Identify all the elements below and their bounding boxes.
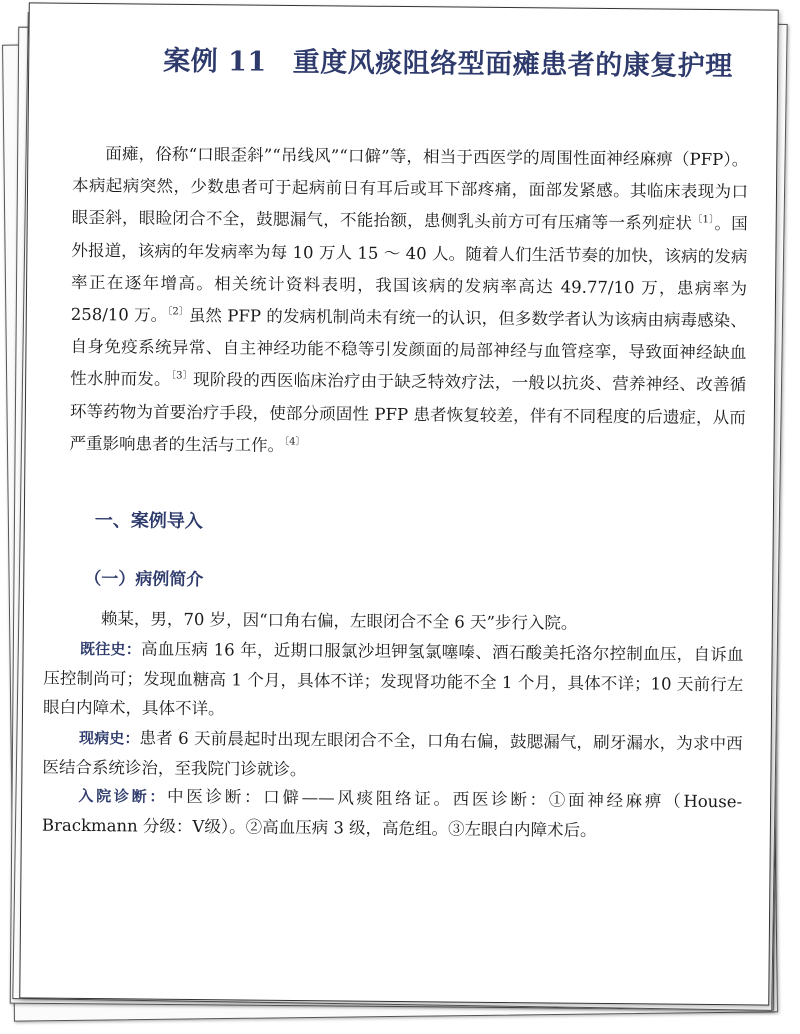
case-number: 案例 11 bbox=[163, 45, 267, 78]
diagnosis-paragraph bbox=[42, 781, 743, 847]
citation-ref: 〔1〕 bbox=[692, 214, 715, 226]
diagnosis-text: 中医诊断：口僻——风痰阻络证。西医诊断：①面神经麻痹（House-Brackmann 分级：Ⅴ级）。②高血压病 3 级，高危组。③左眼白内障术后。 bbox=[41, 786, 743, 840]
intro-text: 虽然 PFP 的发病机制尚未有统一的认识，但多数学者认为该病由病毒感染、自身免疫系统异常、自主神经功能不稳等引发颜面的局部神经与血管痉挛，导致面神经缺血性水肿而发。 bbox=[70, 305, 747, 390]
section-heading: 一、案例导入 bbox=[94, 510, 203, 533]
present-history-text: 患者 6 天前晨起时出现左眼闭合不全，口角右偏，鼓腮漏气，刷牙漏水，为求中西医结合系统诊治，至我院门诊就诊。 bbox=[42, 728, 743, 780]
diagnosis-label: 入院诊断： bbox=[78, 786, 168, 806]
case-title: 重度风痰阻络型面瘫患者的康复护理 bbox=[292, 46, 733, 83]
past-history-label: 既往史： bbox=[79, 639, 142, 659]
subsection-heading: （一）病例简介 bbox=[84, 568, 204, 591]
page-title bbox=[163, 39, 733, 83]
intro-paragraph bbox=[69, 138, 748, 467]
intro-text: 面瘫，俗称“口眼歪斜”“吊线风”“口僻”等，相当于西医学的周围性面神经麻痹（PFP）。本病起病突然，少数患者可于起病前日有耳后或耳下部疼痛，面部发紧感。其临床表现为口眼歪斜，眼睑闭合不全，鼓腮漏气，不能抬额，患侧乳头前方可有压痛等一系列症状 bbox=[71, 144, 749, 234]
patient-summary: 赖某，男，70 岁，因“口角右偏，左眼闭合不全 6 天”步行入院。 bbox=[100, 609, 578, 633]
past-history-text: 高血压病 16 年，近期口服氯沙坦钾氢氯噻嗪、酒石酸美托洛尔控制血压，自诉血压控制尚可；发现血糖高 1 个月，具体不详；发现肾功能不全 1 个月，具体不详；10 天前行左眼白内障术，具体不详。 bbox=[42, 639, 744, 719]
past-history-paragraph bbox=[43, 634, 744, 729]
citation-ref: 〔4〕 bbox=[284, 436, 306, 448]
book-page bbox=[19, 2, 779, 1005]
present-history-paragraph bbox=[42, 723, 743, 789]
citation-ref: 〔3〕 bbox=[170, 370, 194, 382]
page-content bbox=[20, 3, 778, 1004]
citation-ref: 〔2〕 bbox=[167, 306, 189, 318]
intro-text: 。国外报道，该病的年发病率为每 10 万人 15 ～ 40 人。随着人们生活节奏的加快，该病的发病率正在逐年增高。相关统计资料表明，我国该病的发病率高达 49.77/10 万，患病率为 258/10 万。 bbox=[70, 214, 748, 325]
present-history-label: 现病史： bbox=[78, 728, 140, 748]
intro-text: 现阶段的西医临床治疗由于缺乏特效疗法，一般以抗炎、营养神经、改善循环等药物为首要治疗手段，使部分顽固性 PFP 患者恢复较差，伴有不同程度的后遗症，从而严重影响患者的生活与工作。 bbox=[69, 370, 747, 455]
